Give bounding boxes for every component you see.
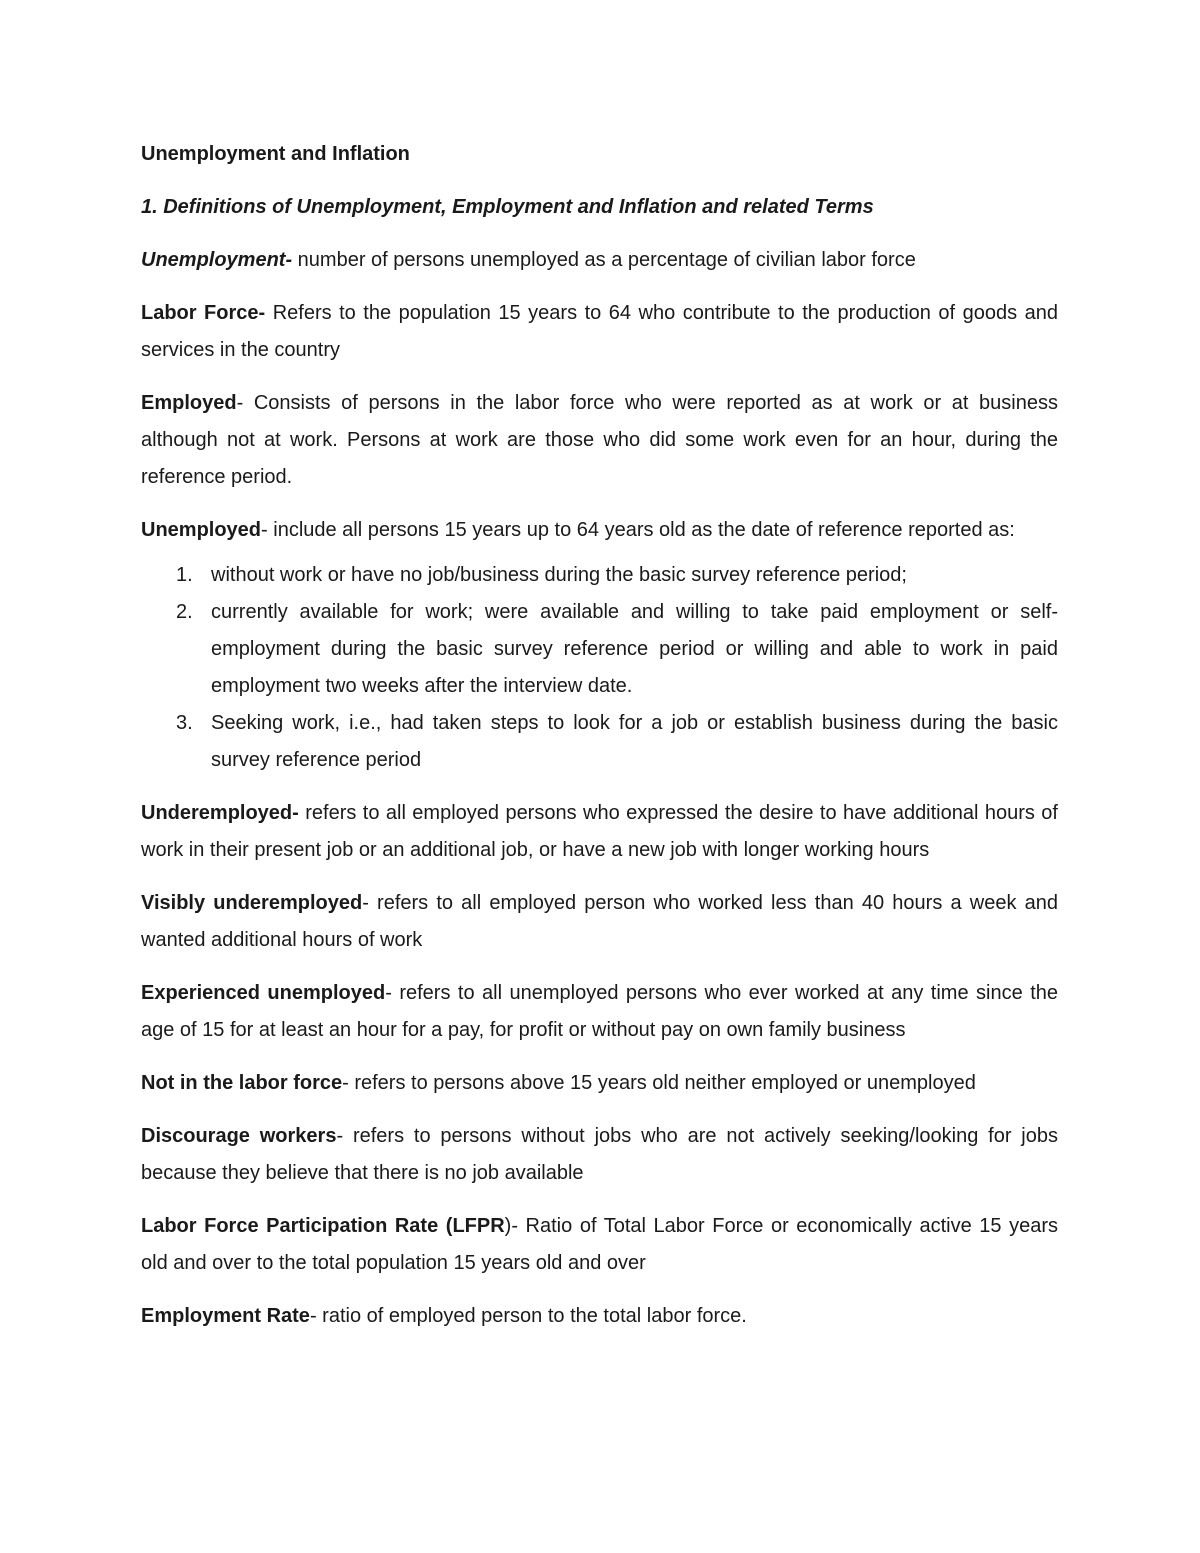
term-label: Discourage workers bbox=[141, 1125, 337, 1147]
term-label: Labor Force Participation Rate (LFPR bbox=[141, 1215, 505, 1237]
list-item-text: Seeking work, i.e., had taken steps to look for a job or establish business during the basic survey reference period bbox=[211, 712, 1058, 771]
definition-text: number of persons unemployed as a percentage of civilian labor force bbox=[292, 249, 916, 271]
definition-lfpr bbox=[141, 1208, 1058, 1282]
list-number: 1. bbox=[176, 564, 193, 586]
definition-employed bbox=[141, 385, 1058, 496]
term-label: Underemployed- bbox=[141, 802, 299, 824]
document-page bbox=[141, 136, 1058, 1351]
definition-text: - refers to all unemployed persons who ever worked at any time since the age of 15 for at least an hour for a pay, for profit or without pay on own family business bbox=[141, 982, 1058, 1041]
term-label: Unemployed bbox=[141, 519, 262, 541]
definition-visibly-underemployed bbox=[141, 885, 1058, 959]
section-heading: 1. Definitions of Unemployment, Employment and Inflation and related Terms bbox=[141, 196, 874, 218]
definition-unemployed bbox=[141, 512, 1058, 549]
term-label: Not in the labor force bbox=[141, 1072, 343, 1094]
term-label: Labor Force- bbox=[141, 302, 266, 324]
unemployed-criteria-list bbox=[141, 557, 1058, 779]
definition-text: - include all persons 15 years up to 64 years old as the date of reference reported as: bbox=[261, 519, 1015, 541]
term-label: Unemployment- bbox=[141, 249, 293, 271]
document-title: Unemployment and Inflation bbox=[141, 143, 410, 165]
definition-text: - refers to all employed person who worked less than 40 hours a week and wanted additional hours of work bbox=[141, 892, 1058, 951]
definition-text: - Consists of persons in the labor force who were reported as at work or at business although not at work. Persons at work are those who did some work even for an hour, during the reference period. bbox=[141, 392, 1058, 488]
list-item bbox=[141, 705, 1058, 779]
definition-unemployment bbox=[141, 242, 1058, 279]
list-item-text: without work or have no job/business during the basic survey reference period; bbox=[211, 564, 907, 586]
definition-text: )- Ratio of Total Labor Force or economically active 15 years old and over to the total population 15 years old and over bbox=[141, 1215, 1059, 1274]
term-label: Visibly underemployed bbox=[141, 892, 363, 914]
definition-experienced-unemployed bbox=[141, 975, 1058, 1049]
definition-text: - refers to persons above 15 years old neither employed or unemployed bbox=[342, 1072, 976, 1094]
list-item-text: currently available for work; were available and willing to take paid employment or self-employment during the basic survey reference period or willing and able to work in paid employment two weeks after the interview date. bbox=[211, 601, 1058, 697]
definition-labor-force bbox=[141, 295, 1058, 369]
definition-text: refers to all employed persons who expressed the desire to have additional hours of work in their present job or an additional job, or have a new job with longer working hours bbox=[141, 802, 1058, 861]
definition-text: - refers to persons without jobs who are not actively seeking/looking for jobs because they believe that there is no job available bbox=[141, 1125, 1058, 1184]
definition-employment-rate bbox=[141, 1298, 1058, 1335]
list-number: 3. bbox=[176, 712, 193, 734]
term-label: Employed bbox=[141, 392, 237, 414]
definition-discourage-workers bbox=[141, 1118, 1058, 1192]
term-label: Employment Rate bbox=[141, 1305, 310, 1327]
list-item bbox=[141, 557, 1058, 594]
definition-text: - ratio of employed person to the total labor force. bbox=[309, 1305, 747, 1327]
term-label: Experienced unemployed bbox=[141, 982, 386, 1004]
list-item bbox=[141, 594, 1058, 705]
definition-not-in-labor-force bbox=[141, 1065, 1058, 1102]
list-number: 2. bbox=[176, 601, 193, 623]
definition-text: Refers to the population 15 years to 64 who contribute to the production of goods and services in the country bbox=[141, 302, 1058, 361]
definition-underemployed bbox=[141, 795, 1058, 869]
